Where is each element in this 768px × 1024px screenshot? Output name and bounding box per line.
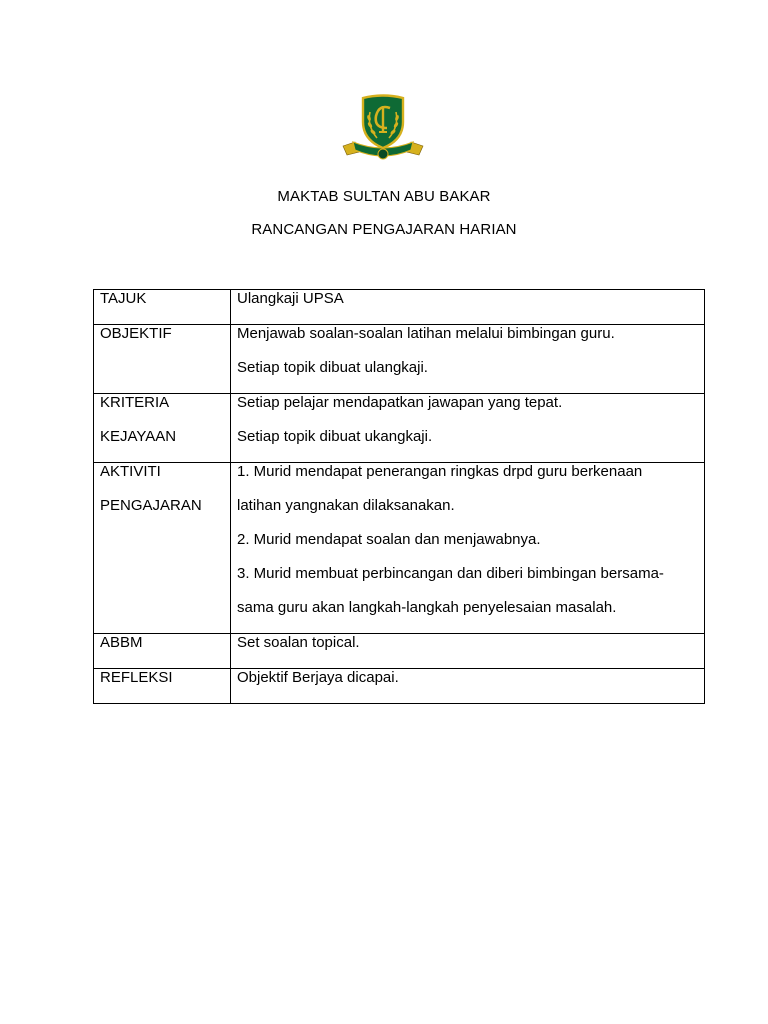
document-title: RANCANGAN PENGAJARAN HARIAN (251, 221, 517, 238)
table-row (94, 669, 705, 704)
row-content-text: 1. Murid mendapat penerangan ringkas drpd guru berkenaan (237, 463, 643, 480)
row-label-text: OBJEKTIF (100, 325, 172, 342)
row-content-cell (231, 325, 705, 394)
row-label-cell (94, 634, 231, 669)
school-name: MAKTAB SULTAN ABU BAKAR (277, 188, 491, 205)
row-content-text: Setiap topik dibuat ukangkaji. (237, 428, 433, 445)
row-content-text: Setiap topik dibuat ulangkaji. (237, 359, 428, 376)
row-content-text: latihan yangnakan dilaksanakan. (237, 497, 455, 514)
row-label-text: ABBM (100, 634, 143, 651)
row-label-cell (94, 290, 231, 325)
row-label-cell (94, 669, 231, 704)
row-label-text: TAJUK (100, 290, 147, 307)
row-label-text: REFLEKSI (100, 669, 173, 686)
table-row (94, 463, 705, 634)
lesson-plan-table (93, 289, 705, 704)
row-content-text: Set soalan topical. (237, 634, 360, 651)
row-content-text: 3. Murid membuat perbincangan dan diberi bimbingan bersama- (237, 565, 664, 582)
row-label-text: PENGAJARAN (100, 497, 202, 514)
school-crest-logo (339, 92, 427, 164)
row-content-cell (231, 634, 705, 669)
row-label-cell (94, 463, 231, 634)
row-label-cell (94, 325, 231, 394)
row-content-cell (231, 463, 705, 634)
row-content-text: sama guru akan langkah-langkah penyelesaian masalah. (237, 599, 617, 616)
row-content-cell (231, 669, 705, 704)
row-content-text: Menjawab soalan-soalan latihan melalui bimbingan guru. (237, 325, 615, 342)
row-label-text: KRITERIA (100, 394, 170, 411)
row-label-text: KEJAYAAN (100, 428, 177, 445)
table-row (94, 394, 705, 463)
table-row (94, 290, 705, 325)
row-content-text: Setiap pelajar mendapatkan jawapan yang tepat. (237, 394, 563, 411)
table-row (94, 325, 705, 394)
table-row (94, 634, 705, 669)
row-content-text: 2. Murid mendapat soalan dan menjawabnya. (237, 531, 541, 548)
row-content-cell (231, 394, 705, 463)
row-content-cell (231, 290, 705, 325)
row-content-text: Ulangkaji UPSA (237, 290, 344, 307)
row-label-cell (94, 394, 231, 463)
row-label-text: AKTIVITI (100, 463, 161, 480)
row-content-text: Objektif Berjaya dicapai. (237, 669, 399, 686)
